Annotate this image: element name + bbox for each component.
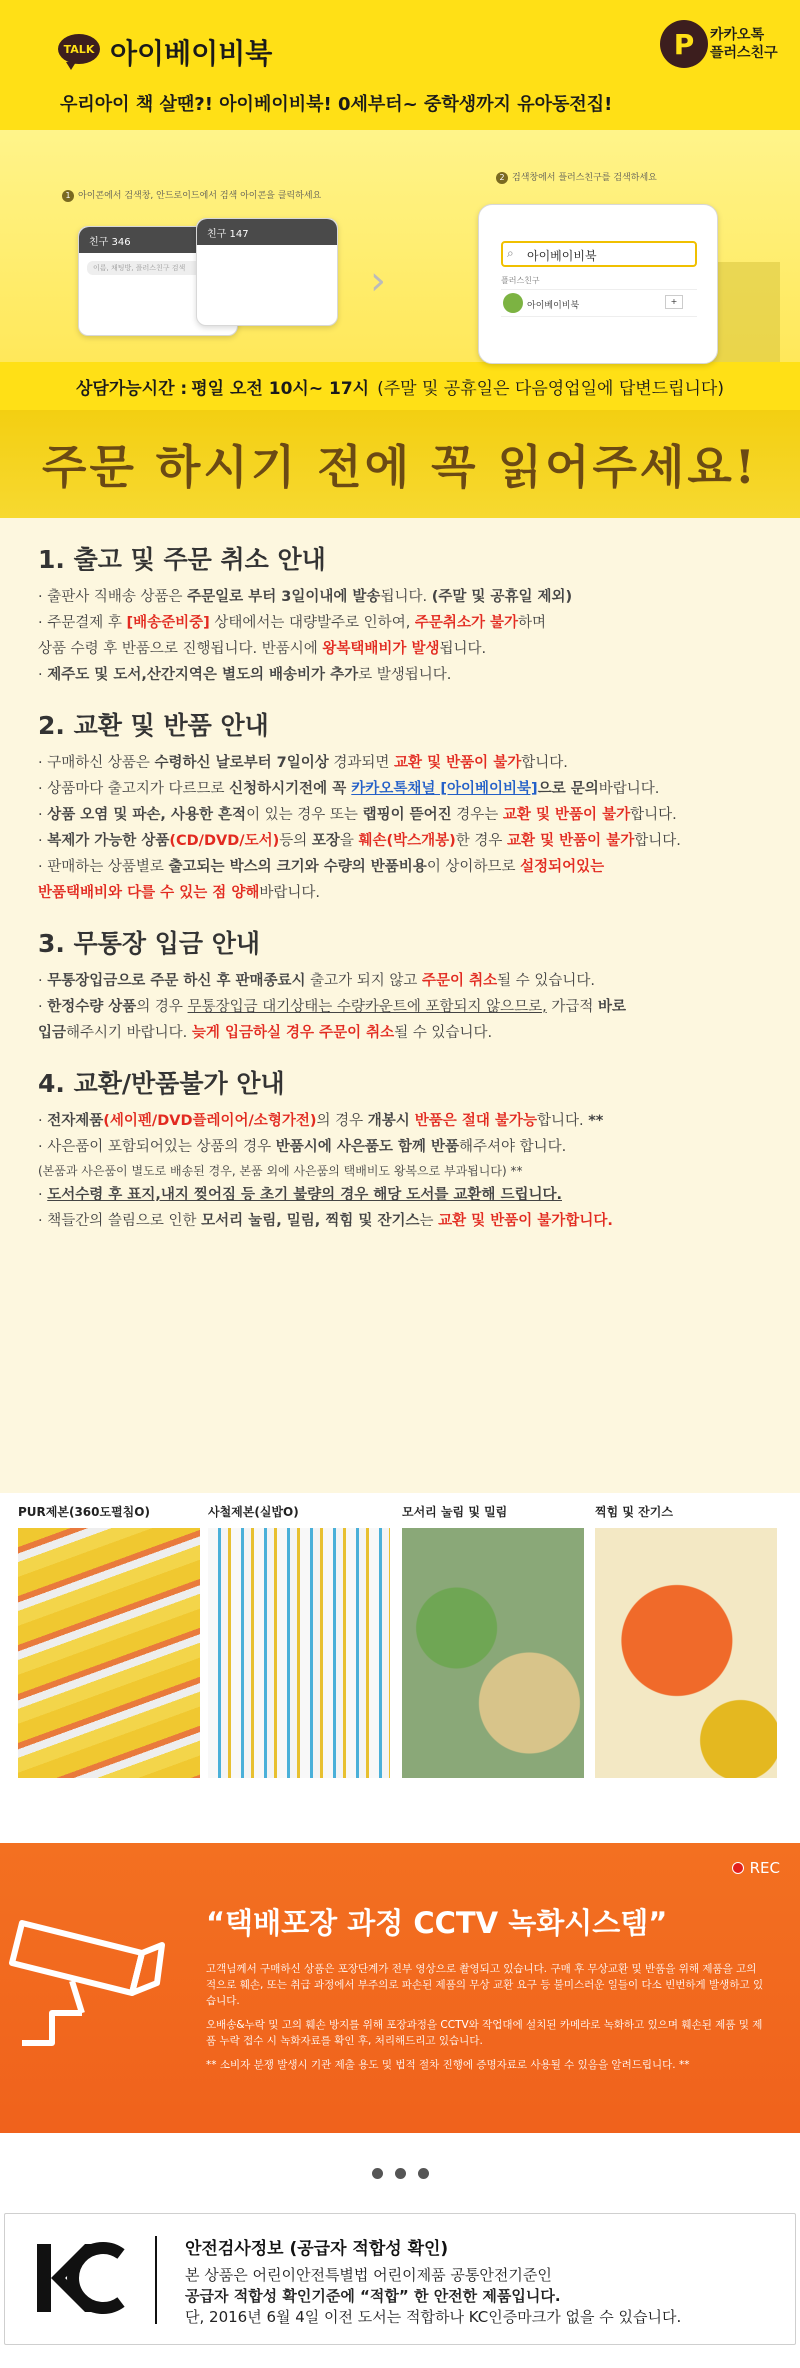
pagination-dots bbox=[0, 2133, 800, 2213]
kc-line: 단, 2016년 6월 4일 이전 도서는 적합하나 KC인증마크가 없을 수 있습니다. bbox=[185, 2308, 682, 2326]
section-bank-transfer bbox=[38, 924, 800, 1046]
notice-line: · 상품마다 출고지가 다르므로 신청하시기전에 꼭 카카오톡채널 [아이베이비북]으로 문의바랍니다. bbox=[38, 781, 660, 797]
divider bbox=[155, 2236, 157, 2324]
guide-step-1-text: 아이콘에서 검색창, 안드로이드에서 검색 아이콘을 클릭하세요 bbox=[78, 191, 322, 201]
plus-friend-label-line1: 카카오톡 bbox=[710, 27, 765, 43]
plus-friend-label-line2: 플러스친구 bbox=[710, 45, 778, 61]
photo-label: 사철제본(실밥O) bbox=[208, 1505, 299, 1519]
notice-line: · 책들간의 쓸림으로 인한 모서리 눌림, 밀림, 찍힘 및 잔기스는 교환 및 반품이 불가합니다. bbox=[38, 1213, 613, 1229]
step-number-1: 1 bbox=[62, 190, 74, 202]
consult-hours bbox=[0, 362, 800, 410]
kc-title: 안전검사정보 (공급자 적합성 확인) bbox=[185, 2239, 449, 2259]
rec-indicator bbox=[732, 1859, 780, 1877]
kc-line bbox=[185, 2286, 681, 2307]
notice-line: 반품택배비와 다를 수 있는 점 양해바랍니다. bbox=[38, 885, 320, 901]
rec-dot-icon bbox=[732, 1862, 744, 1874]
step-number-2: 2 bbox=[496, 172, 508, 184]
dot-icon bbox=[395, 2168, 406, 2179]
notice-line: · 상품 오염 및 파손, 사용한 흔적이 있는 경우 또는 랩핑이 뜯어진 경우는 교환 및 반품이 불가합니다. bbox=[38, 807, 677, 823]
dot-icon bbox=[418, 2168, 429, 2179]
scratch-photo bbox=[595, 1528, 777, 1778]
section-shipping-cancel bbox=[38, 540, 800, 688]
phone-screenshot-result bbox=[478, 204, 718, 364]
search-box: 아이베이비북 bbox=[501, 241, 697, 267]
phone-a-header: 친구 346 bbox=[79, 227, 237, 253]
notice-panel bbox=[0, 518, 800, 1493]
thread-binding-photo bbox=[208, 1528, 390, 1778]
photo-label: 모서리 눌림 및 밀림 bbox=[402, 1505, 508, 1519]
notice-line: · 판매하는 상품별로 출고되는 박스의 크기와 수량의 반품비용이 상이하므로 설정되어있는 bbox=[38, 859, 605, 875]
kakao-talk-icon: TALK bbox=[58, 34, 100, 64]
guide-step-2 bbox=[496, 170, 657, 184]
section-title: 1. 출고 및 주문 취소 안내 bbox=[38, 545, 326, 574]
notice-line: · 무통장입금으로 주문 하신 후 판매종료시 출고가 되지 않고 주문이 취소될 수 있습니다. bbox=[38, 973, 595, 989]
notice-line: · 제주도 및 도서,산간지역은 별도의 배송비가 추가로 발생됩니다. bbox=[38, 667, 452, 683]
tagline: 우리아이 책 살땐?! 아이베이비북! 0세부터~ 중학생까지 유아동전집! bbox=[60, 94, 613, 115]
section-title: 3. 무통장 입금 안내 bbox=[38, 929, 261, 958]
rec-label: REC bbox=[749, 1859, 780, 1877]
cctv-paragraph: 고객님께서 구매하신 상품은 포장단계가 전부 영상으로 촬영되고 있습니다. 구매 후 무상교환 및 반품을 위해 제품을 고의적으로 훼손, 또는 취급 과정에서 부주의로 파손된 제품의 무상 교환 요구 등 불미스러운 일들이 다소 빈번하게 발생하고 있습니다. bbox=[206, 1963, 764, 2007]
notice-line: · 구매하신 상품은 수령하신 날로부터 7일이상 경과되면 교환 및 반품이 불가합니다. bbox=[38, 755, 568, 771]
plus-friend-icon[interactable]: P bbox=[660, 20, 708, 68]
section-title: 4. 교환/반품불가 안내 bbox=[38, 1069, 285, 1098]
kc-section bbox=[0, 2213, 800, 2368]
plus-friend-label[interactable] bbox=[710, 26, 782, 62]
result-avatar bbox=[503, 293, 523, 313]
brand-title: 아이베이비북 bbox=[110, 37, 273, 70]
cctv-paragraph: ** 소비자 분쟁 발생시 기관 제출 용도 및 법적 절차 진행에 증명자료로 사용될 수 있음을 알려드립니다. ** bbox=[206, 2059, 690, 2071]
section-non-returnable bbox=[38, 1064, 800, 1234]
book-condition-photos bbox=[0, 1493, 800, 1843]
notice-line: · 사은품이 포함되어있는 상품의 경우 반품시에 사은품도 함께 반품해주셔야 합니다. bbox=[38, 1139, 567, 1155]
dot-icon bbox=[372, 2168, 383, 2179]
cctv-description bbox=[206, 1961, 766, 2081]
header bbox=[0, 0, 800, 130]
consult-label: 상담가능시간 : bbox=[75, 378, 188, 399]
plus-friend-section-label: 플러스친구 bbox=[501, 276, 540, 285]
phone-screenshot-search bbox=[196, 218, 338, 326]
notice-line: 입금해주시기 바랍니다. 늦게 입금하실 경우 주문이 취소될 수 있습니다. bbox=[38, 1025, 493, 1041]
kakao-channel-link[interactable]: 카카오톡채널 [아이베이비북] bbox=[351, 781, 538, 797]
read-before-order-banner: 주문 하시기 전에 꼭 읽어주세요! bbox=[0, 410, 800, 518]
phone-a-search: 이름, 채팅방, 플러스친구 검색 bbox=[87, 261, 229, 275]
consult-note: (주말 및 공휴일은 다음영업일에 답변드립니다) bbox=[377, 378, 724, 399]
add-friend-icon: + bbox=[665, 295, 683, 309]
notice-line: (본품과 사은품이 별도로 배송된 경우, 본품 외에 사은품의 택배비도 왕복으로 부과됩니다) ** bbox=[38, 1164, 523, 1178]
guide-step-2-text: 검색창에서 플러스친구를 검색하세요 bbox=[512, 173, 657, 183]
cctv-camera-icon bbox=[12, 1903, 172, 2053]
consult-hours-value: 평일 오전 10시~ 17시 bbox=[191, 378, 370, 399]
guide-step-1 bbox=[62, 188, 321, 202]
notice-line: · 도서수령 후 표지,내지 찢어짐 등 초기 불량의 경우 해당 도서를 교환해 드립니다. bbox=[38, 1187, 562, 1203]
add-friend-guide bbox=[0, 130, 800, 362]
notice-line: · 한정수량 상품의 경우 무통장입금 대기상태는 수량카운트에 포함되지 않으므로, 가급적 바로 bbox=[38, 999, 627, 1015]
phone-b-header: 친구 147 bbox=[197, 219, 337, 245]
notice-line: · 주문결제 후 [배송준비중] 상태에서는 대량발주로 인하여, 주문취소가 불가하며 bbox=[38, 615, 547, 631]
section-title: 2. 교환 및 반품 안내 bbox=[38, 711, 269, 740]
arrow-right-icon: › bbox=[370, 258, 386, 304]
kc-mark-icon bbox=[35, 2240, 125, 2316]
kc-safety-box bbox=[4, 2213, 796, 2345]
cctv-notice bbox=[0, 1843, 800, 2133]
notice-line: · 복제가 가능한 상품(CD/DVD/도서)등의 포장을 훼손(박스개봉)한 경우 교환 및 반품이 불가합니다. bbox=[38, 833, 681, 849]
section-exchange-return bbox=[38, 706, 800, 906]
kc-line: 본 상품은 어린이안전특별법 어린이제품 공통안전기준인 bbox=[185, 2266, 552, 2284]
notice-line: · 출판사 직배송 상품은 주문일로 부터 3일이내에 발송됩니다. (주말 및 공휴일 제외) bbox=[38, 589, 573, 605]
notice-line: · 전자제품(세이펜/DVD플레이어/소형가전)의 경우 개봉시 반품은 절대 불가능합니다. ** bbox=[38, 1113, 604, 1129]
search-result-row: 아이베이비북 bbox=[501, 289, 697, 317]
cctv-title: “택배포장 과정 CCTV 녹화시스템” bbox=[206, 1906, 668, 1940]
cctv-paragraph: 오배송&누락 및 고의 훼손 방지를 위해 포장과정을 CCTV와 작업대에 설치된 카메라로 녹화하고 있으며 훼손된 제품 및 제품 누락 접수 시 녹화자료를 확인 후, 처리해드리고 있습니다. bbox=[206, 2019, 763, 2047]
photo-label: PUR제본(360도펼침O) bbox=[18, 1505, 150, 1519]
search-icon: ⌕ bbox=[507, 246, 514, 260]
corner-dent-photo bbox=[402, 1528, 584, 1778]
kc-text bbox=[185, 2234, 681, 2328]
notice-line: 상품 수령 후 반품으로 진행됩니다. 반품시에 왕복택배비가 발생됩니다. bbox=[38, 641, 487, 657]
kc-line-bold: 공급자 적합성 확인기준에 “적합” 한 안전한 제품입니다. bbox=[185, 2287, 561, 2305]
pur-binding-photo bbox=[18, 1528, 200, 1778]
photo-label: 찍힘 및 잔기스 bbox=[595, 1505, 673, 1519]
